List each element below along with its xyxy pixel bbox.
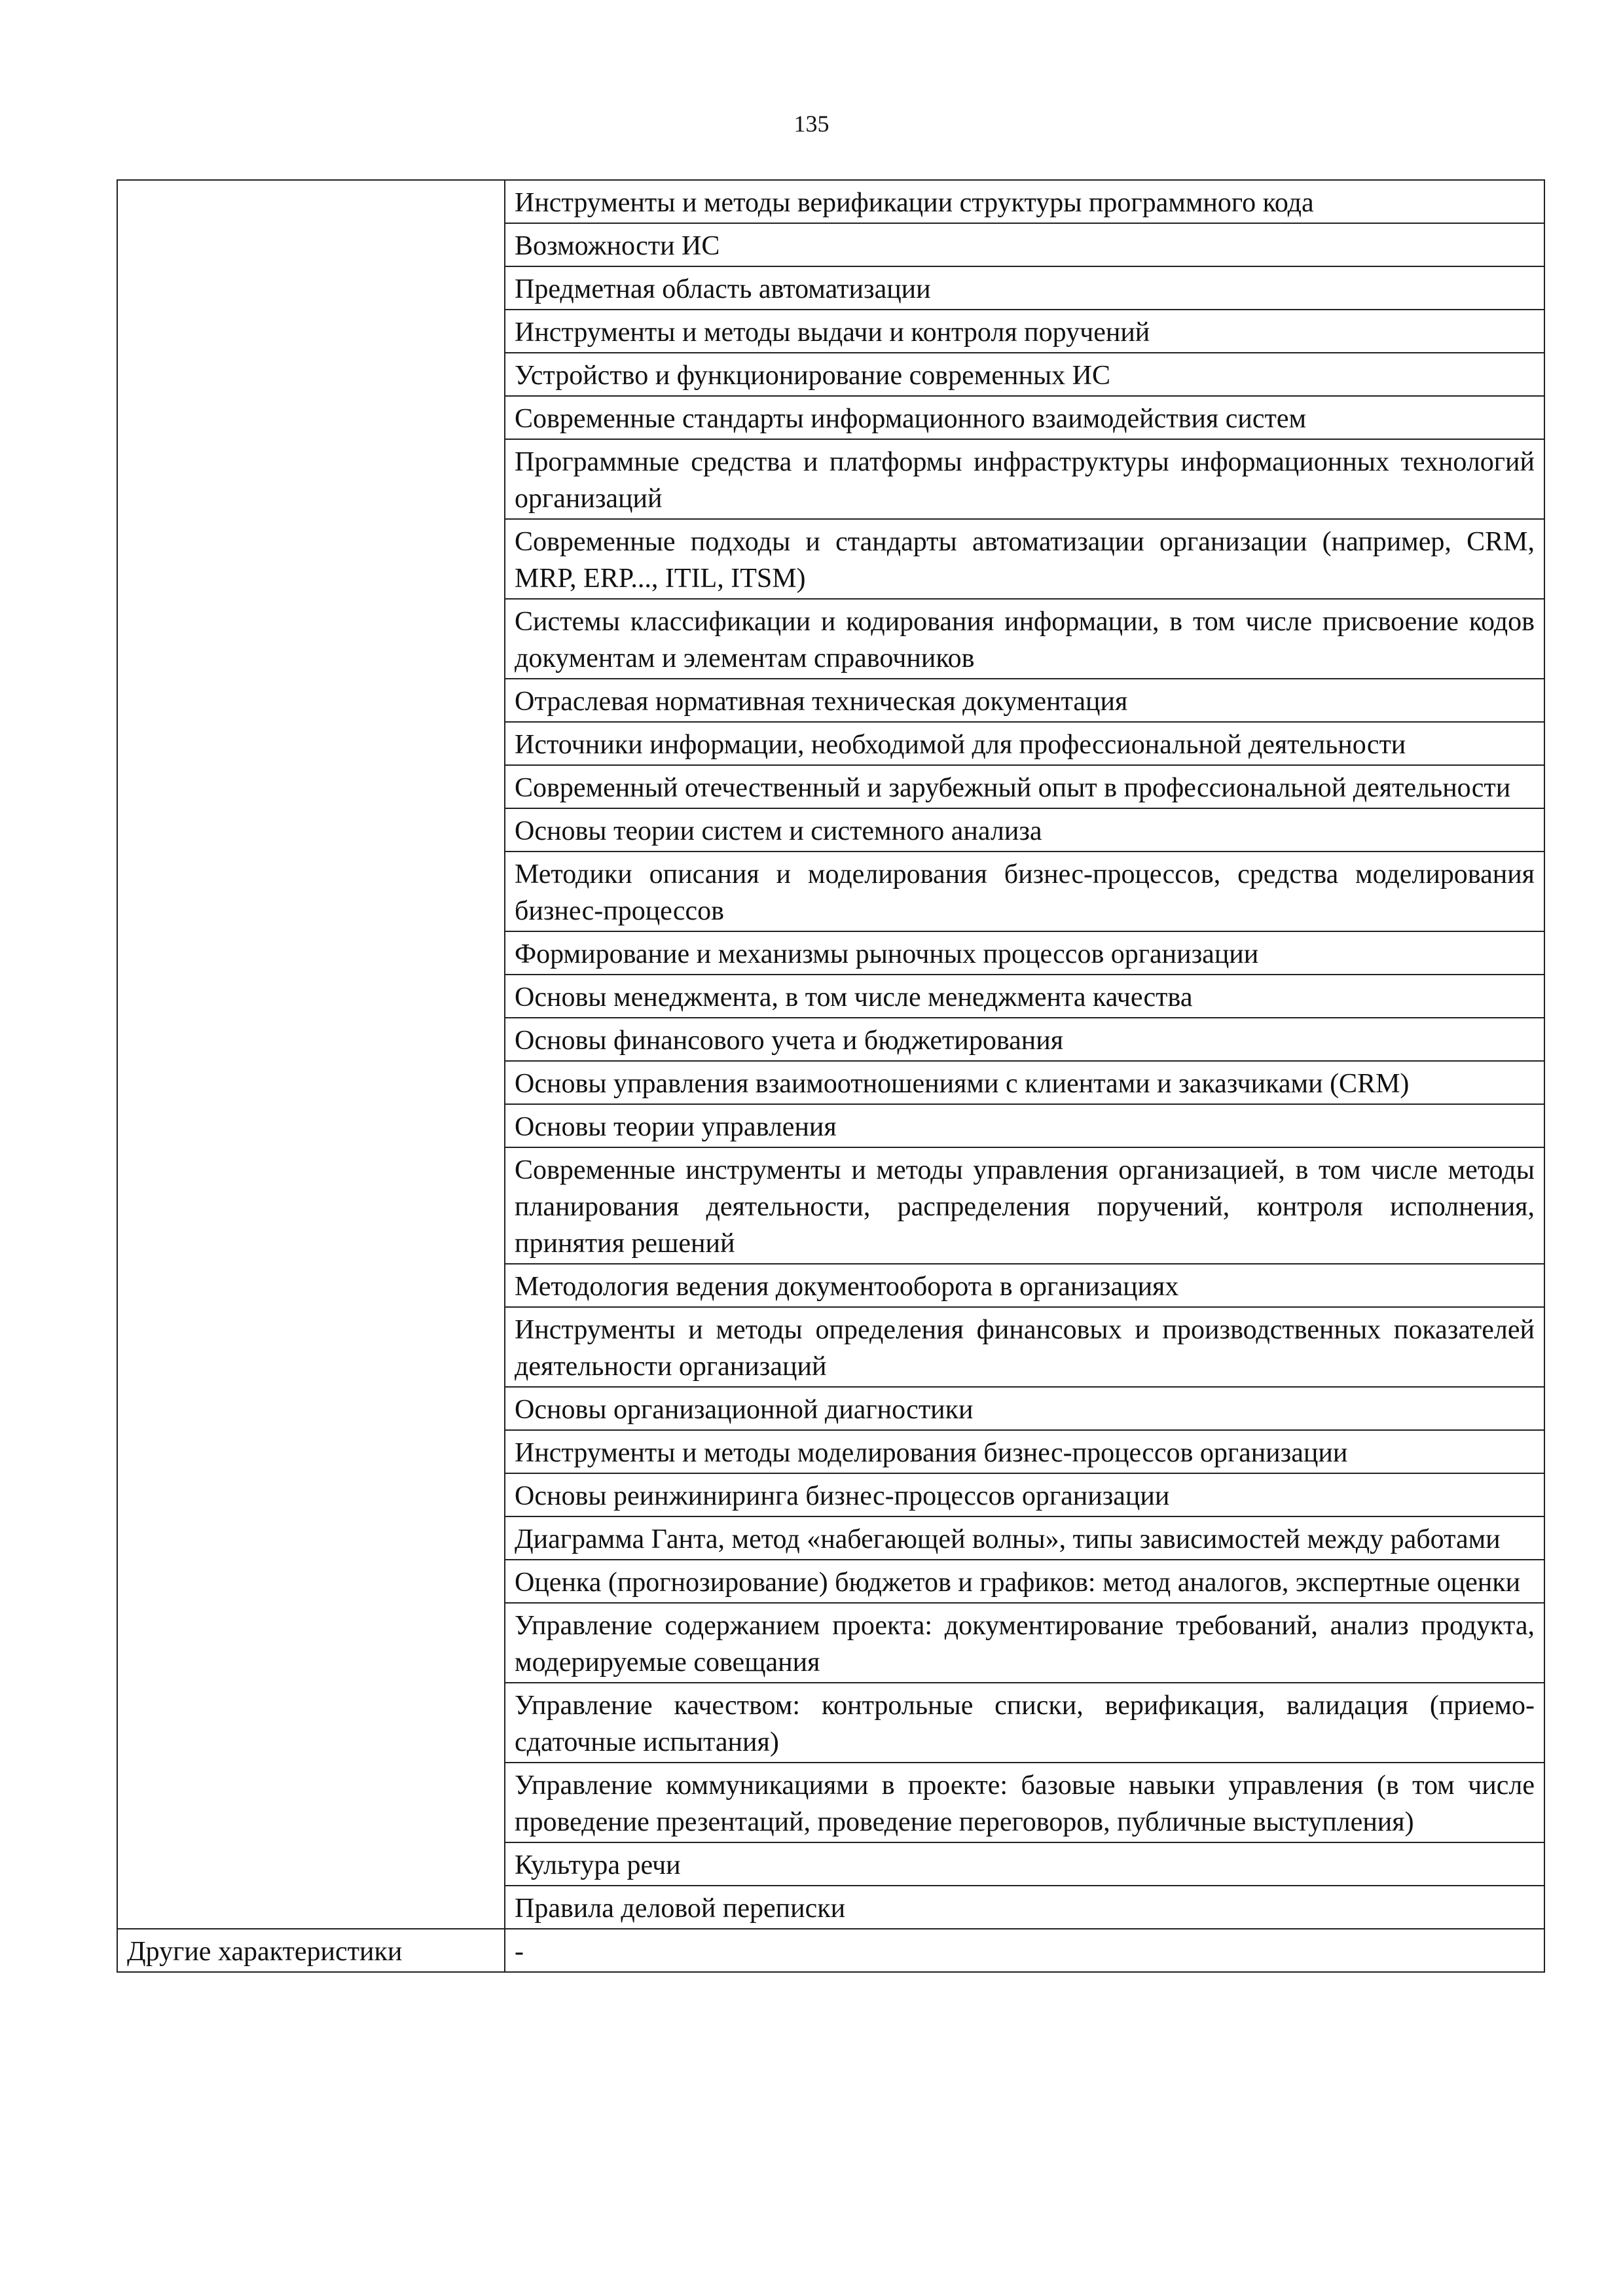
knowledge-item: Системы классификации и кодирования информации, в том числе присвоение кодов документам и элементам справочников xyxy=(505,599,1544,679)
knowledge-item: Оценка (прогнозирование) бюджетов и графиков: метод аналогов, экспертные оценки xyxy=(505,1560,1544,1603)
knowledge-item: Управление коммуникациями в проекте: базовые навыки управления (в том числе проведение презентаций, проведение переговоров, публичные выступления) xyxy=(505,1763,1544,1842)
other-characteristics-value: - xyxy=(505,1929,1544,1972)
knowledge-item: Устройство и функционирование современных ИС xyxy=(505,353,1544,396)
knowledge-item: Программные средства и платформы инфраструктуры информационных технологий организаций xyxy=(505,439,1544,519)
knowledge-item: Инструменты и методы моделирования бизнес-процессов организации xyxy=(505,1430,1544,1473)
knowledge-item: Инструменты и методы верификации структуры программного кода xyxy=(505,180,1544,223)
knowledge-item: Основы финансового учета и бюджетирования xyxy=(505,1018,1544,1061)
knowledge-item: Инструменты и методы выдачи и контроля поручений xyxy=(505,310,1544,353)
knowledge-item: Современные стандарты информационного взаимодействия систем xyxy=(505,396,1544,439)
knowledge-item: Методология ведения документооборота в организациях xyxy=(505,1264,1544,1307)
knowledge-item: Современные инструменты и методы управления организацией, в том числе методы планирования деятельности, распределения поручений, контроля исполнения, принятия решений xyxy=(505,1147,1544,1264)
table-row xyxy=(117,180,1544,223)
page-number: 135 xyxy=(793,111,830,137)
knowledge-item: Предметная область автоматизации xyxy=(505,266,1544,310)
knowledge-item: Основы управления взаимоотношениями с клиентами и заказчиками (CRM) xyxy=(505,1061,1544,1104)
knowledge-item: Отраслевая нормативная техническая документация xyxy=(505,679,1544,722)
knowledge-item: Основы менеджмента, в том числе менеджмента качества xyxy=(505,975,1544,1018)
knowledge-item: Основы теории управления xyxy=(505,1104,1544,1147)
requirements-table xyxy=(117,179,1545,1973)
table-body xyxy=(117,180,1544,1972)
knowledge-item: Формирование и механизмы рыночных процессов организации xyxy=(505,931,1544,975)
knowledge-item: Методики описания и моделирования бизнес-процессов, средства моделирования бизнес-процессов xyxy=(505,852,1544,931)
other-characteristics-row xyxy=(117,1929,1544,1972)
knowledge-item: Управление содержанием проекта: документирование требований, анализ продукта, модерируемые совещания xyxy=(505,1603,1544,1683)
knowledge-item: Основы организационной диагностики xyxy=(505,1387,1544,1430)
knowledge-item: Основы теории систем и системного анализа xyxy=(505,808,1544,852)
knowledge-item: Правила деловой переписки xyxy=(505,1886,1544,1929)
knowledge-item: Современный отечественный и зарубежный опыт в профессиональной деятельности xyxy=(505,765,1544,808)
knowledge-item: Возможности ИС xyxy=(505,223,1544,266)
knowledge-item: Современные подходы и стандарты автоматизации организации (например, CRM, MRP, ERP..., ITIL, ITSM) xyxy=(505,519,1544,599)
section-label-cell xyxy=(117,180,505,1929)
knowledge-item: Источники информации, необходимой для профессиональной деятельности xyxy=(505,722,1544,765)
knowledge-item: Управление качеством: контрольные списки, верификация, валидация (приемо-сдаточные испытания) xyxy=(505,1683,1544,1763)
knowledge-item: Культура речи xyxy=(505,1842,1544,1886)
knowledge-item: Основы реинжиниринга бизнес-процессов организации xyxy=(505,1473,1544,1516)
knowledge-item: Инструменты и методы определения финансовых и производственных показателей деятельности организаций xyxy=(505,1307,1544,1387)
other-characteristics-label: Другие характеристики xyxy=(117,1929,505,1972)
knowledge-item: Диаграмма Ганта, метод «набегающей волны», типы зависимостей между работами xyxy=(505,1516,1544,1560)
